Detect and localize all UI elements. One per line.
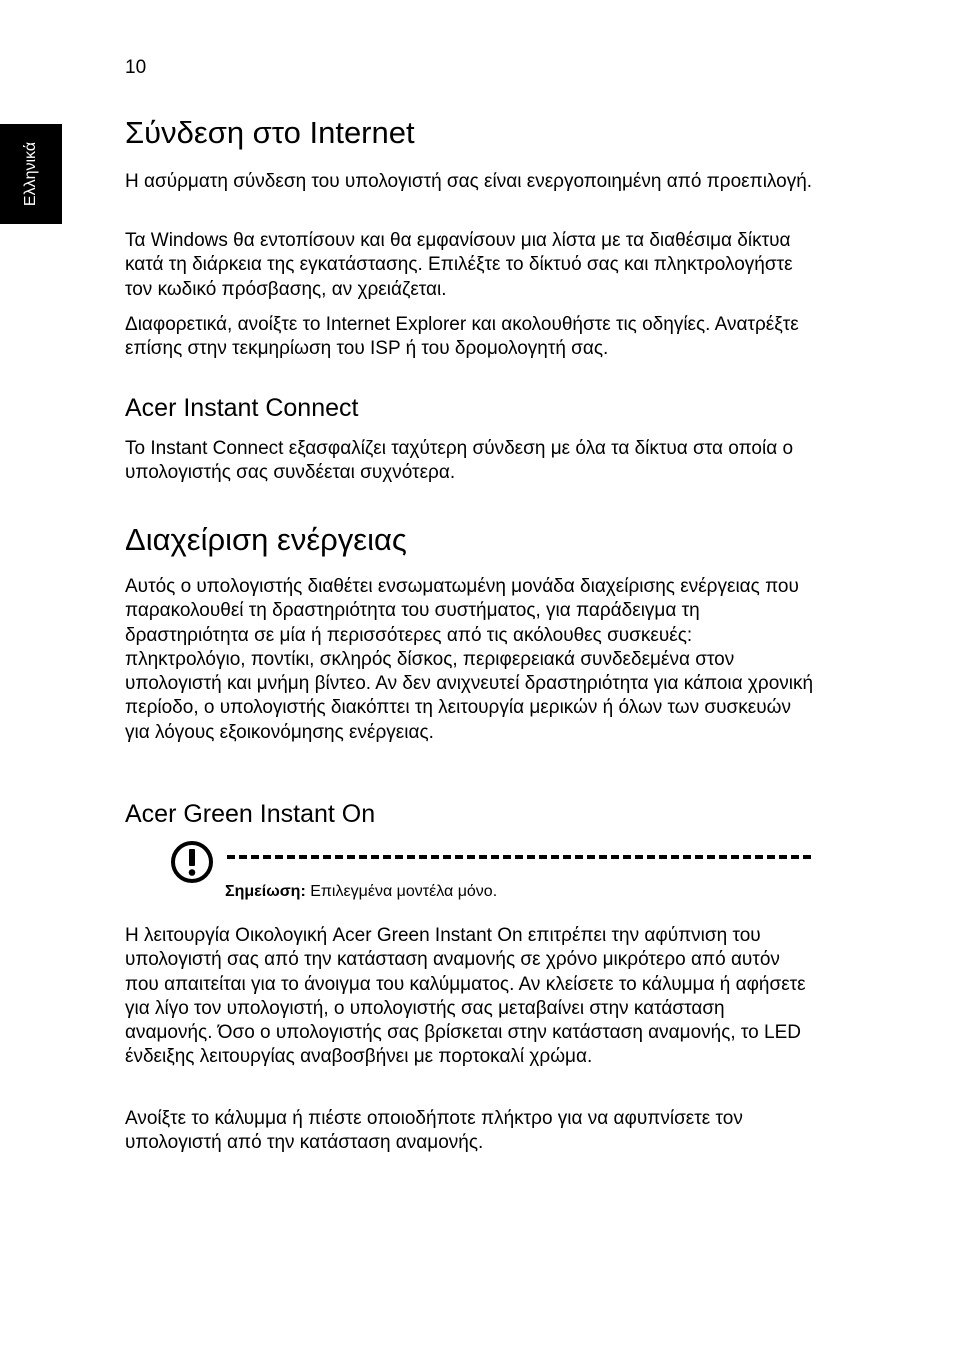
language-side-tab [0, 124, 62, 224]
paragraph-instant-connect: Το Instant Connect εξασφαλίζει ταχύτερη σύνδεση με όλα τα δίκτυα στα οποία ο υπολογιστής σας συνδέεται συχνότερα. [125, 438, 794, 484]
page-number: 10 [125, 57, 147, 78]
paragraph-internet-2: Τα Windows θα εντοπίσουν και θα εμφανίσουν μια λίστα με τα διαθέσιμα δίκτυα κατά τη διάρκεια της εγκατάστασης. Επιλέξτε το δίκτυό σας και πληκτρολογήστε τον κωδικό πρόσβασης, αν χρειάζεται. [125, 230, 793, 300]
heading-internet-connection: Σύνδεση στο Internet [125, 115, 415, 150]
heading-instant-connect: Acer Instant Connect [125, 394, 359, 422]
caution-icon [170, 840, 214, 884]
note-text [225, 882, 497, 902]
language-tab-label: Ελληνικά [22, 141, 39, 207]
note-divider [227, 855, 811, 859]
paragraph-power-management: Αυτός ο υπολογιστής διαθέτει ενσωματωμένη μονάδα διαχείρισης ενέργειας που παρακολουθεί τη δραστηριότητα του συστήματος, για παράδειγμα τη δραστηριότητα σε μία ή περισσότερες από τις ακόλουθες συσκευές: πληκτρολόγιο, ποντίκι, σκληρός δίσκος, περιφερειακά συνδεδεμένα στον υπολογιστή και μνήμη βίντεο. Αν δεν ανιχνευτεί δραστηριότητα για κάποια χρονική περίοδο, ο υπολογιστής διακόπτει τη λειτουργία μερικών ή όλων των συσκευών για λόγους εξοικονόμησης ενέργειας. [125, 576, 814, 743]
heading-power-management: Διαχείριση ενέργειας [125, 522, 407, 557]
note-box [170, 840, 810, 910]
note-body: Επιλεγμένα μοντέλα μόνο. [310, 883, 498, 900]
heading-green-instant-on: Acer Green Instant On [125, 800, 376, 828]
paragraph-internet-1: Η ασύρματη σύνδεση του υπολογιστή σας είναι ενεργοποιημένη από προεπιλογή. [125, 171, 813, 192]
paragraph-green-instant-on-2: Ανοίξτε το κάλυμμα ή πιέστε οποιοδήποτε πλήκτρο για να αφυπνίσετε τον υπολογιστή από την κατάσταση αναμονής. [125, 1108, 743, 1154]
note-label: Σημείωση: [225, 883, 306, 900]
paragraph-internet-3: Διαφορετικά, ανοίξτε το Internet Explorer και ακολουθήστε τις οδηγίες. Ανατρέξτε επίσης στην τεκμηρίωση του ISP ή του δρομολογητή σας. [125, 314, 799, 360]
paragraph-green-instant-on-1: Η λειτουργία Οικολογική Acer Green Instant On επιτρέπει την αφύπνιση του υπολογιστή σας από την κατάσταση αναμονής σε χρόνο μικρότερο από αυτόν που απαιτείται για το άνοιγμα του καλύμματος. Αν κλείσετε το κάλυμμα ή αφήσετε για λίγο τον υπολογιστή, ο υπολογιστής σας μεταβαίνει στην κατάσταση αναμονής. Όσο ο υπολογιστής σας βρίσκεται στην κατάσταση αναμονής, το LED ένδειξης λειτουργίας αναβοσβήνει με πορτοκαλί χρώμα. [125, 925, 806, 1068]
